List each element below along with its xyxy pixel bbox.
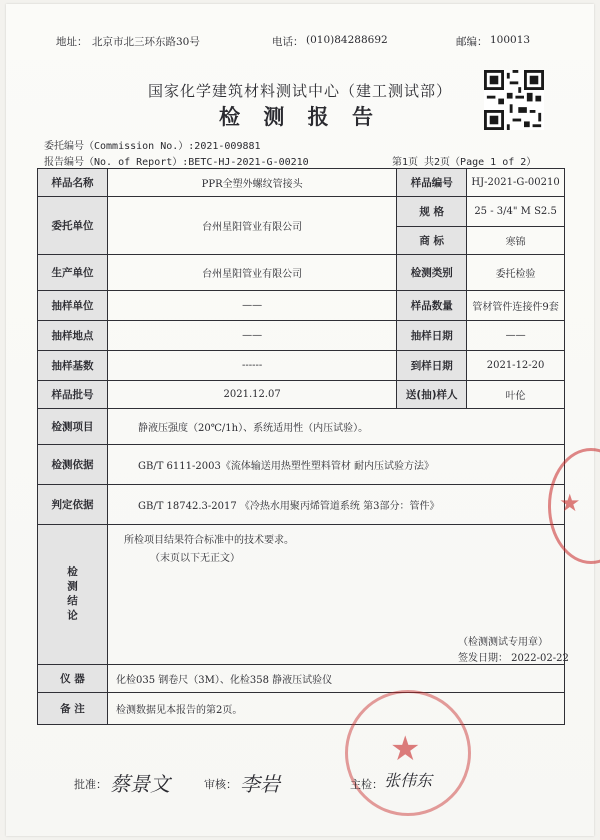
criteria-value: GB/T 18742.3-2017 《冷热水用聚丙烯管道系统 第3部分：管件》 <box>107 485 564 525</box>
sender-label: 送(抽)样人 <box>397 381 467 409</box>
conclusion-cell <box>107 525 569 665</box>
sampling-date-label: 抽样日期 <box>397 321 467 351</box>
producer-value: 台州星阳管业有限公司 <box>107 255 396 291</box>
batch-label: 样品批号 <box>38 381 108 409</box>
criteria-label: 判定依据 <box>38 485 108 525</box>
remark-label: 备 注 <box>38 693 108 725</box>
producer-label: 生产单位 <box>38 255 108 291</box>
report-number: 报告编号（No. of Report）:BETC-HJ-2021-G-00210 <box>44 157 309 168</box>
basis-label: 检测依据 <box>38 445 108 485</box>
brand-value: 寒锦 <box>467 227 565 255</box>
address-value: 北京市北三环东路30号 <box>92 36 200 48</box>
phone-label: 电话： <box>272 36 304 48</box>
client-label: 委托单位 <box>38 197 108 255</box>
sampling-base-label: 抽样基数 <box>38 351 108 381</box>
arrival-date-label: 到样日期 <box>397 351 467 381</box>
review-label: 审核： <box>204 778 237 791</box>
conclusion-label-cell <box>38 525 108 665</box>
official-seal-bottom <box>345 690 471 816</box>
spec-label: 规 格 <box>397 197 467 227</box>
items-value: 静液压强度（20℃/1h）、系统适用性（内压试验）。 <box>107 409 564 445</box>
remark-value: 检测数据见本报告的第2页。 <box>107 693 564 725</box>
sample-name-value: PPR全塑外螺纹管接头 <box>107 169 396 197</box>
main-inspector-signature: 张伟东 <box>384 771 433 790</box>
address-label: 地址： <box>56 36 88 48</box>
org-name: 国家化学建筑材料测试中心（建工测试部） <box>147 82 452 100</box>
seal-caption: （检测测试专用章） <box>457 637 548 648</box>
basis-value: GB/T 6111-2003《流体输送用热塑性塑料管材 耐内压试验方法》 <box>107 445 564 485</box>
spec-value: 25 - 3/4" M S2.5 <box>467 197 565 227</box>
brand-label: 商 标 <box>397 227 467 255</box>
sampling-unit-label: 抽样单位 <box>38 291 108 321</box>
sign-date: 签发日期： 2022-02-22 <box>457 653 569 664</box>
sampling-date-value: —— <box>467 321 565 351</box>
items-label: 检测项目 <box>38 409 108 445</box>
instrument-value: 化检035 钢卷尺（3M）、化检358 静液压试验仪 <box>107 665 564 693</box>
sample-no-label: 样品编号 <box>397 169 467 197</box>
batch-value: 2021.12.07 <box>107 381 396 409</box>
test-type-label: 检测类别 <box>397 255 467 291</box>
client-value: 台州星阳管业有限公司 <box>107 197 396 255</box>
instrument-label: 仪 器 <box>38 665 108 693</box>
postcode-label: 邮编： <box>456 36 488 48</box>
sender-value: 叶伦 <box>467 381 565 409</box>
approve-signature: 蔡景文 <box>110 772 170 796</box>
sampling-base-value: ------ <box>107 351 396 381</box>
report-title: 检 测 报 告 <box>219 105 381 129</box>
page-info: 第1页 共2页（Page 1 of 2） <box>392 157 537 168</box>
sampling-place-value: —— <box>107 321 396 351</box>
conclusion-label: 检测结论 <box>65 565 78 624</box>
review-signature: 李岩 <box>240 772 280 796</box>
conclusion-line-2: （末页以下无正文） <box>149 553 240 564</box>
sample-name-label: 样品名称 <box>38 169 108 197</box>
quantity-label: 样品数量 <box>397 291 467 321</box>
quantity-value: 管材管件连接件9套 <box>467 291 565 321</box>
sampling-place-label: 抽样地点 <box>38 321 108 351</box>
seal-star-icon: ★ <box>559 489 581 517</box>
main-inspector-label: 主检： <box>350 778 383 791</box>
sampling-unit-value: —— <box>107 291 396 321</box>
phone-value: (010)84288692 <box>306 34 388 46</box>
seal-star-icon: ★ <box>390 729 421 769</box>
postcode-value: 100013 <box>490 34 531 46</box>
test-type-value: 委托检验 <box>467 255 565 291</box>
arrival-date-value: 2021-12-20 <box>467 351 565 381</box>
report-table <box>37 168 569 725</box>
sample-no-value: HJ-2021-G-00210 <box>467 169 565 197</box>
conclusion-line-1: 所检项目结果符合标准中的技术要求。 <box>123 535 294 546</box>
approve-label: 批准： <box>74 778 107 791</box>
commission-number: 委托编号（Commission No.）:2021-009881 <box>44 141 261 152</box>
